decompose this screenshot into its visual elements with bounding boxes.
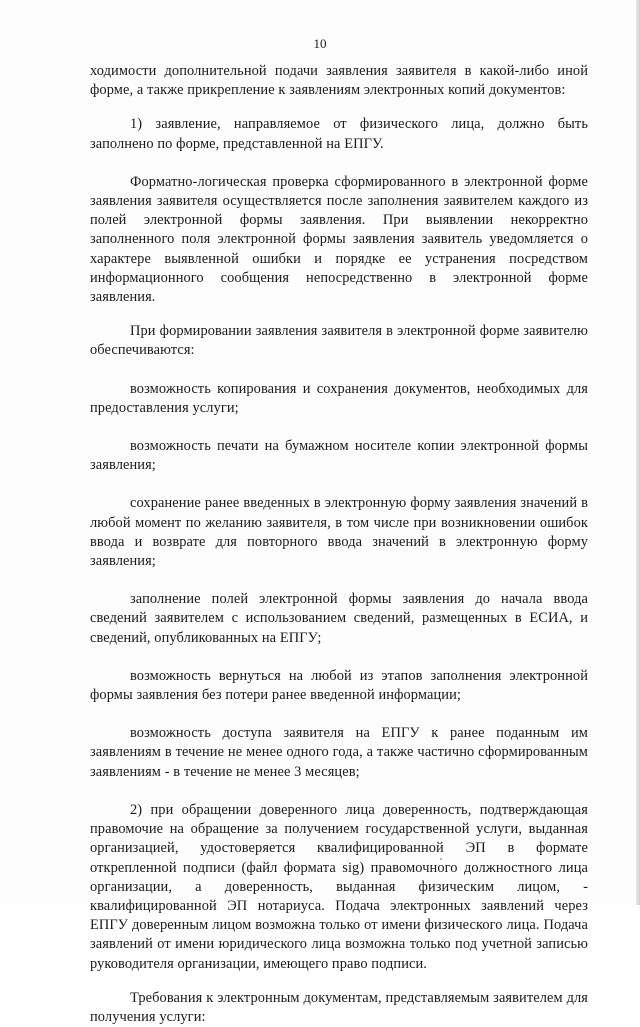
paragraph-item-1: 1) заявление, направляемое от физического лица, должно быть заполнено по форме, представленной на ЕПГУ.	[90, 116, 588, 152]
scan-edge-shadow	[636, 0, 640, 905]
paragraph-save-values: сохранение ранее введенных в электронную форму заявления значений в любой момент по желанию заявителя, в том числе при возникновении ошибок ввода и возврате для повторного ввода значений в электронную форму заявления;	[90, 495, 588, 570]
paragraph-return-step: возможность вернуться на любой из этапов заполнения электронной формы заявления без потери ранее введенной информации;	[90, 667, 588, 704]
paragraph-continuation: ходимости дополнительной подачи заявления заявителя в какой-либо иной форме, а также прикрепление к заявлениям электронных копий документов:	[90, 63, 588, 99]
paragraph-requirements: Требования к электронным документам, представляемым заявителем для получения услуги:	[90, 989, 588, 1025]
paragraph-format-check: Форматно-логическая проверка сформированного в электронной форме заявления заявителя осуществляется после заполнения заявителем каждого из полей электронной формы заявления. При выявлении некорректно заполненного поля электронной формы заявления заявитель уведомляется о характере выявленной ошибки и порядке ее устранения посредством информационного сообщения непосредственно в электронной форме заявления.	[90, 173, 588, 306]
paragraph-provided-features: При формировании заявления заявителя в электронной форме заявителю обеспечиваются:	[90, 323, 588, 359]
paragraph-print: возможность печати на бумажном носителе копии электронной формы заявления;	[90, 438, 588, 474]
document-body	[90, 62, 588, 1027]
scan-speck	[440, 858, 442, 860]
paragraph-copy-save: возможность копирования и сохранения документов, необходимых для предоставления услуги;	[90, 380, 588, 416]
page-number: 10	[313, 36, 327, 51]
paragraph-item-2: 2) при обращении доверенного лица доверенность, подтверждающая правомочие на обращение за получением государственной услуги, выданная организацией, удостоверяется квалифицированной ЭП в формате открепленной подписи (файл формата sig) правомочного должностного лица организации, а доверенность, выданная физическим лицом, - квалифицированной ЭП нотариуса. Подача электронных заявлений через ЕПГУ доверенным лицом возможна только от имени физического лица. Подача заявлений от имени юридического лица возможна только под учетной записью руководителя организации, имеющего право подписи.	[90, 801, 588, 972]
paragraph-access-history: возможность доступа заявителя на ЕПГУ к ранее поданным им заявлениям в течение не менее одного года, а также частично сформированным заявлениям - в течение не менее 3 месяцев;	[90, 725, 588, 780]
paragraph-prefill: заполнение полей электронной формы заявления до начала ввода сведений заявителем с использованием сведений, размещенных в ЕСИА, и сведений, опубликованных на ЕПГУ;	[90, 591, 588, 646]
